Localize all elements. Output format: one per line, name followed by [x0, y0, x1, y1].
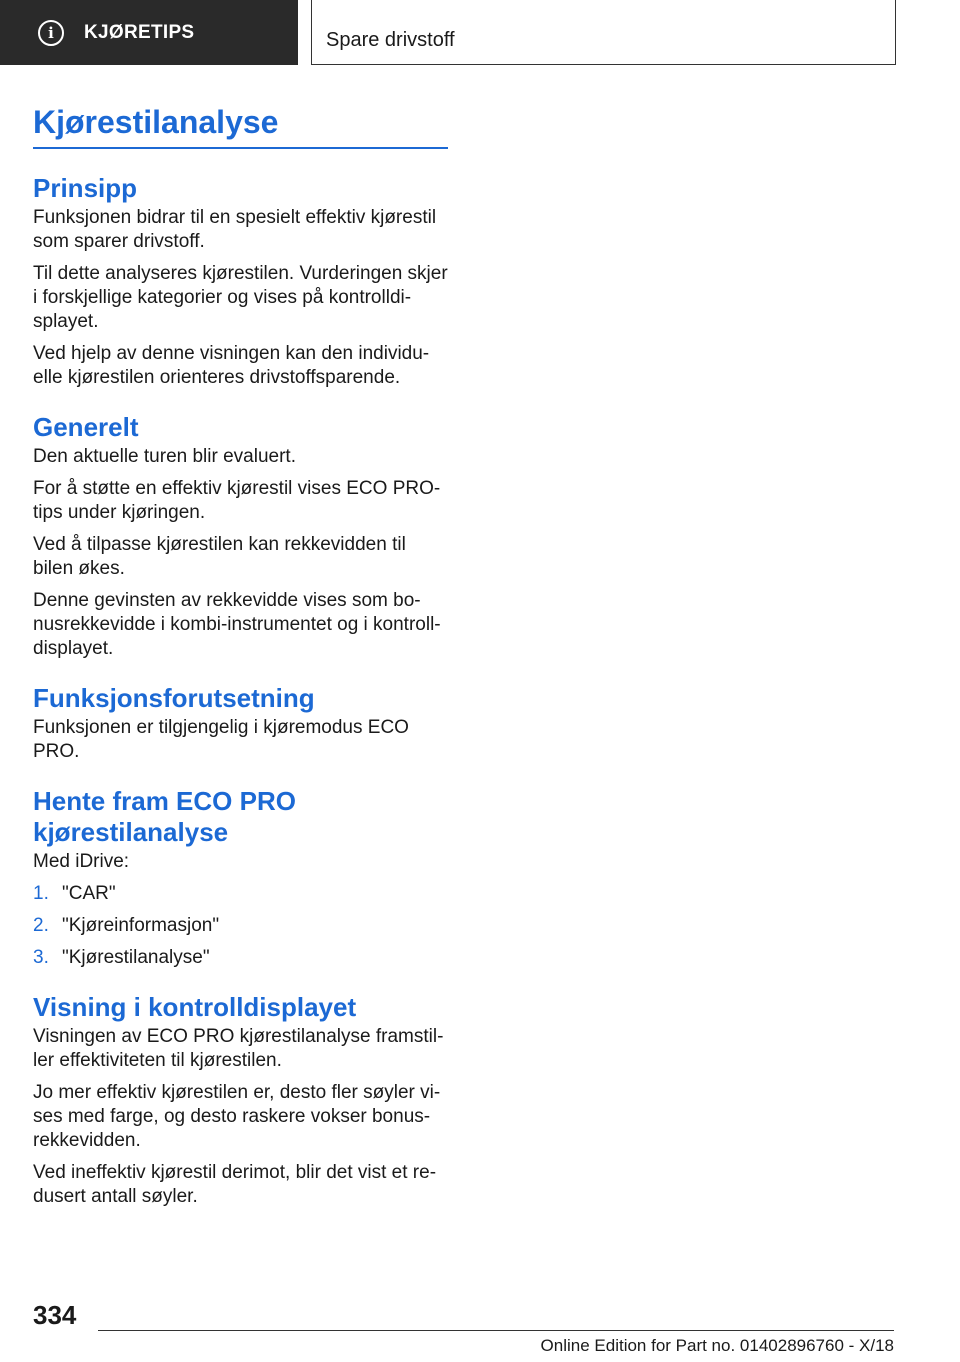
step-list — [33, 882, 448, 970]
paragraph: Denne gevinsten av rekkevidde vises som bo-nusrekkevidde i kombi-instrumentet og i kontroll-displayet. — [33, 589, 441, 659]
section-label: KJØRETIPS — [84, 21, 195, 43]
paragraph: Den aktuelle turen blir evaluert. — [33, 445, 296, 467]
list-item — [33, 914, 448, 938]
chapter-label: Spare drivstoff — [326, 29, 455, 51]
edition-text: Online Edition for Part no. 01402896760 - X/18 — [540, 1336, 894, 1355]
step-number: 1. — [33, 882, 49, 904]
paragraph: Ved å tilpasse kjørestilen kan rekkevidden til bilen økes. — [33, 533, 406, 579]
heading-hente-fram: Hente fram ECO PRO kjørestilanalyse — [33, 785, 296, 847]
paragraph: Funksjonen bidrar til en spesielt effektiv kjørestil som sparer drivstoff. — [33, 206, 437, 252]
info-icon: i — [38, 20, 64, 46]
heading-funksjonsforutsetning: Funksjonsforutsetning — [33, 682, 315, 713]
heading-visning: Visning i kontrolldisplayet — [33, 991, 357, 1022]
step-text: "CAR" — [62, 882, 116, 904]
paragraph: Jo mer effektiv kjørestilen er, desto fler søyler vi-ses med farge, og desto raskere vokser bonus-rekkevidden. — [33, 1081, 441, 1151]
step-text: "Kjøreinformasjon" — [62, 914, 220, 936]
step-number: 3. — [33, 946, 49, 968]
page-header — [0, 0, 960, 66]
list-item — [33, 946, 448, 970]
list-item — [33, 882, 448, 906]
paragraph: Til dette analyseres kjørestilen. Vurderingen skjer i forskjellige kategorier og vises på kontrolldi-splayet. — [33, 262, 448, 332]
section-tab — [0, 0, 298, 65]
paragraph: Ved hjelp av denne visningen kan den individu-elle kjørestilen orienteres drivstoffsparende. — [33, 342, 430, 388]
title-rule — [33, 147, 448, 149]
paragraph: Funksjonen er tilgjengelig i kjøremodus ECO PRO. — [33, 716, 409, 762]
step-text: "Kjørestilanalyse" — [62, 946, 210, 968]
footer-rule — [98, 1330, 894, 1331]
paragraph: Ved ineffektiv kjørestil derimot, blir det vist et re-dusert antall søyler. — [33, 1161, 437, 1207]
paragraph: Visningen av ECO PRO kjørestilanalyse framstil-ler effektiviteten til kjørestilen. — [33, 1025, 444, 1071]
paragraph: For å støtte en effektiv kjørestil vises ECO PRO-tips under kjøringen. — [33, 477, 441, 523]
page-title: Kjørestilanalyse — [33, 104, 279, 140]
heading-generelt: Generelt — [33, 411, 139, 442]
chapter-box — [311, 0, 896, 65]
paragraph: Med iDrive: — [33, 850, 130, 872]
step-number: 2. — [33, 914, 49, 936]
main-content — [33, 100, 448, 1217]
page-number: 334 — [33, 1300, 77, 1330]
heading-prinsipp: Prinsipp — [33, 172, 138, 203]
